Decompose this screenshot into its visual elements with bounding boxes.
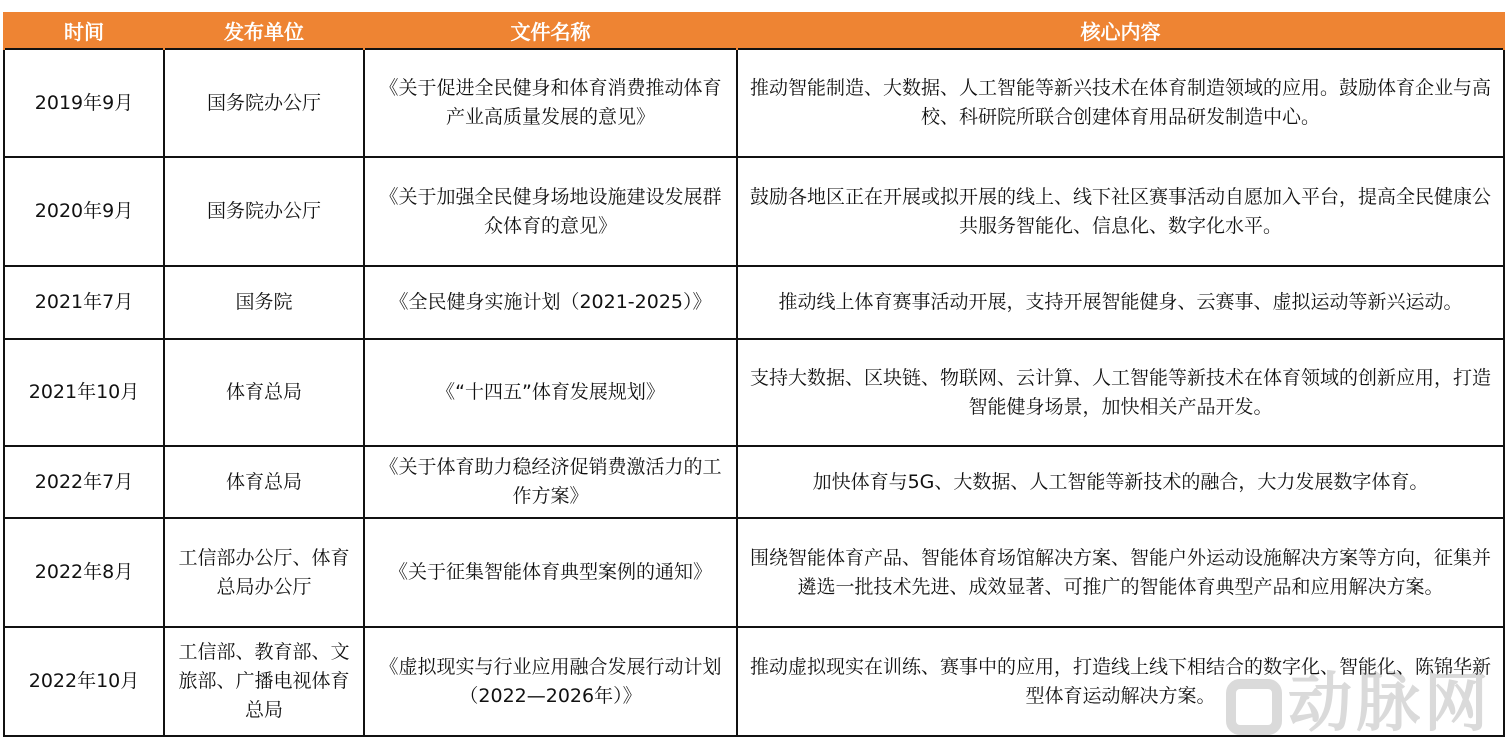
table-row xyxy=(4,446,1504,518)
content-cell: 推动智能制造、大数据、人工智能等新兴技术在体育制造领域的应用。鼓励体育企业与高校、科研院所联合创建体育用品研发制造中心。 xyxy=(737,49,1504,157)
policy-table xyxy=(3,12,1505,737)
header-date: 时间 xyxy=(4,12,164,49)
issuer-cell: 体育总局 xyxy=(164,446,364,518)
watermark-logo: 动脉网 xyxy=(1226,652,1492,744)
document-cell: 《关于促进全民健身和体育消费推动体育产业高质量发展的意见》 xyxy=(364,49,737,157)
document-cell: 《关于加强全民健身场地设施建设发展群众体育的意见》 xyxy=(364,157,737,266)
table-row xyxy=(4,339,1504,446)
issuer-cell: 体育总局 xyxy=(164,339,364,446)
header-document: 文件名称 xyxy=(364,12,737,49)
content-cell: 推动虚拟现实在训练、赛事中的应用，打造线上线下相结合的数字化、智能化、陈锦华新型体育运动解决方案。 xyxy=(737,627,1504,736)
document-cell: 《虚拟现实与行业应用融合发展行动计划（2022—2026年）》 xyxy=(364,627,737,736)
date-cell: 2022年10月 xyxy=(4,627,164,736)
date-cell: 2022年7月 xyxy=(4,446,164,518)
table-row xyxy=(4,266,1504,339)
issuer-cell: 国务院办公厅 xyxy=(164,49,364,157)
date-cell: 2020年9月 xyxy=(4,157,164,266)
issuer-cell: 工信部、教育部、文旅部、广播电视体育总局 xyxy=(164,627,364,736)
issuer-cell: 工信部办公厅、体育总局办公厅 xyxy=(164,518,364,627)
content-cell: 支持大数据、区块链、物联网、云计算、人工智能等新技术在体育领域的创新应用，打造智能健身场景，加快相关产品开发。 xyxy=(737,339,1504,446)
table-row xyxy=(4,627,1504,736)
content-cell: 鼓励各地区正在开展或拟开展的线上、线下社区赛事活动自愿加入平台，提高全民健康公共服务智能化、信息化、数字化水平。 xyxy=(737,157,1504,266)
date-cell: 2021年7月 xyxy=(4,266,164,339)
document-cell: 《全民健身实施计划（2021-2025）》 xyxy=(364,266,737,339)
table-row xyxy=(4,49,1504,157)
issuer-cell: 国务院办公厅 xyxy=(164,157,364,266)
content-cell: 围绕智能体育产品、智能体育场馆解决方案、智能户外运动设施解决方案等方向，征集并遴选一批技术先进、成效显著、可推广的智能体育典型产品和应用解决方案。 xyxy=(737,518,1504,627)
document-cell: 《“十四五”体育发展规划》 xyxy=(364,339,737,446)
header-row xyxy=(4,12,1504,49)
document-cell: 《关于体育助力稳经济促销费激活力的工作方案》 xyxy=(364,446,737,518)
date-cell: 2021年10月 xyxy=(4,339,164,446)
table-row xyxy=(4,157,1504,266)
issuer-cell: 国务院 xyxy=(164,266,364,339)
document-cell: 《关于征集智能体育典型案例的通知》 xyxy=(364,518,737,627)
date-cell: 2022年8月 xyxy=(4,518,164,627)
header-content: 核心内容 xyxy=(737,12,1504,49)
header-issuer: 发布单位 xyxy=(164,12,364,49)
table-row xyxy=(4,518,1504,627)
date-cell: 2019年9月 xyxy=(4,49,164,157)
content-cell: 加快体育与5G、大数据、人工智能等新技术的融合，大力发展数字体育。 xyxy=(737,446,1504,518)
content-cell: 推动线上体育赛事活动开展，支持开展智能健身、云赛事、虚拟运动等新兴运动。 xyxy=(737,266,1504,339)
